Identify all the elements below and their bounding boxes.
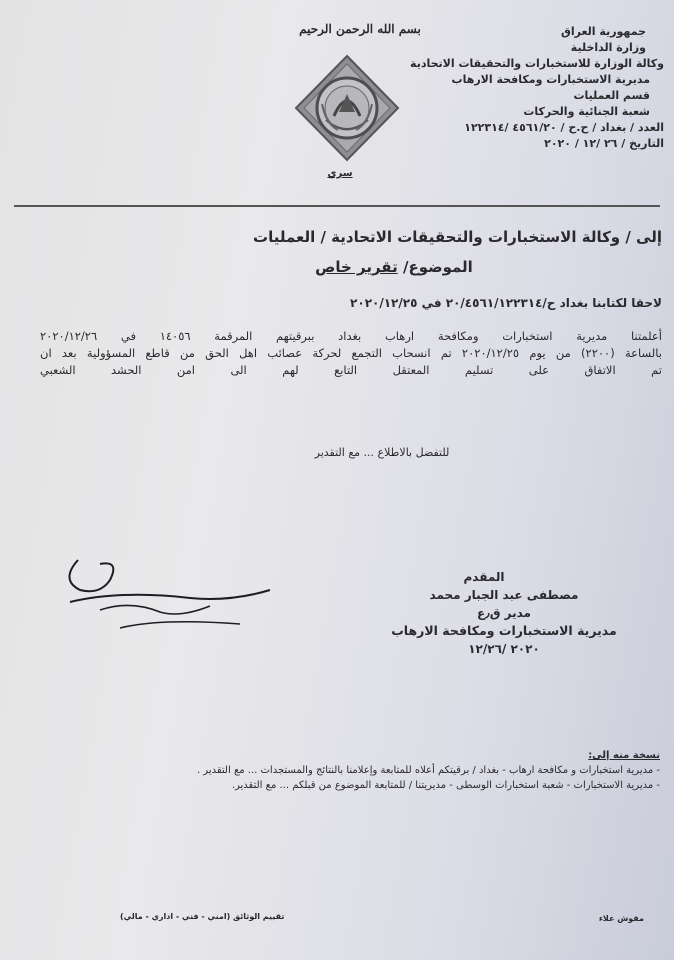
header-directorate: مديرية الاستخبارات ومكافحة الارهاب [451,73,650,86]
copies-title: نسخة منه إلى: [588,750,660,761]
header-date: التاريخ / ٢٦ /١٢ / ٢٠٢٠ [544,137,664,150]
ministry-emblem-icon [292,54,402,162]
signature-date: ٢٠٢٠ /١٢/٢٦ [468,642,540,656]
signature-block [354,568,654,658]
closing-line: للتفضل بالاطلاع ... مع التقدير [314,446,450,459]
signer-name: مصطفى عبد الجبار محمد [429,588,579,602]
signer-rank: المقدم [463,570,505,584]
copy-recipient: - مديرية الاستخبارات - شعبة استخبارات الوسطى - مديريتنا / للمتابعة الموضوع من قبلكم ... مع التقدير. [231,780,660,791]
addressee: إلى / وكالة الاستخبارات والتحقيقات الاتحادية / العمليات [253,228,662,246]
footer-typist: مقوش علاء [598,914,644,923]
copy-recipient: - مديرية استخبارات و مكافحة ارهاب - بغداد / برقيتكم أعلاه للمتابعة وإعلامنا بالنتائج والمستجدات ... مع التقدير . [196,765,660,776]
header-ministry: وزارة الداخلية [570,41,646,54]
signer-title: مدير ق٫ع [477,606,531,620]
header-divider [14,205,660,207]
basmala: بسم الله الرحمن الرحيم [299,22,421,36]
subject-text: تقرير خاص [315,258,398,276]
header-ref-number: العدد / بغداد / ح.ح / ٤٥٦١/٢٠ /١٢٢٣١٤ [464,121,664,134]
subject-label: الموضوع/ [402,258,473,276]
signer-directorate: مديرية الاستخبارات ومكافحة الارهاب [391,623,617,638]
footer-classification: تقييم الوثائق (امني - فني - اداري - مالي) [120,912,285,921]
header-country: جمهورية العراق [561,25,646,38]
letter-body [40,328,662,379]
header-section: قسم العمليات [573,89,650,102]
copies-section [20,748,660,793]
subject-line [244,258,544,276]
classification-mark: سري [327,168,353,179]
body-line: تم الاتفاق على تسليم المعتقل التابع لهم الى امن الحشد الشعبي [40,363,662,377]
reference-line: لاحقا لكتابنا بغداد ح/٢٠/٤٥٦١/١٢٢٣١٤ في ٢٠٢٠/١٢/٢٥ [350,296,662,310]
handwritten-signature [40,540,280,640]
header-division: شعبة الجنائية والحركات [523,105,650,118]
body-line: أعلمتنا مديرية استخبارات ومكافحة ارهاب بغداد ببرقيتهم المرقمة ١٤٠٥٦ في ٢٠٢٠/١٢/٢٦ [40,329,662,343]
body-line: بالساعة (٢٢٠٠) من يوم ٢٠٢٠/١٢/٢٥ تم انسحاب التجمع لحركة عصائب اهل الحق من قاطع المسؤولية بعد ان [40,346,662,360]
header-agency: وكالة الوزارة للاستخبارات والتحقيقات الاتحادية [410,57,664,70]
